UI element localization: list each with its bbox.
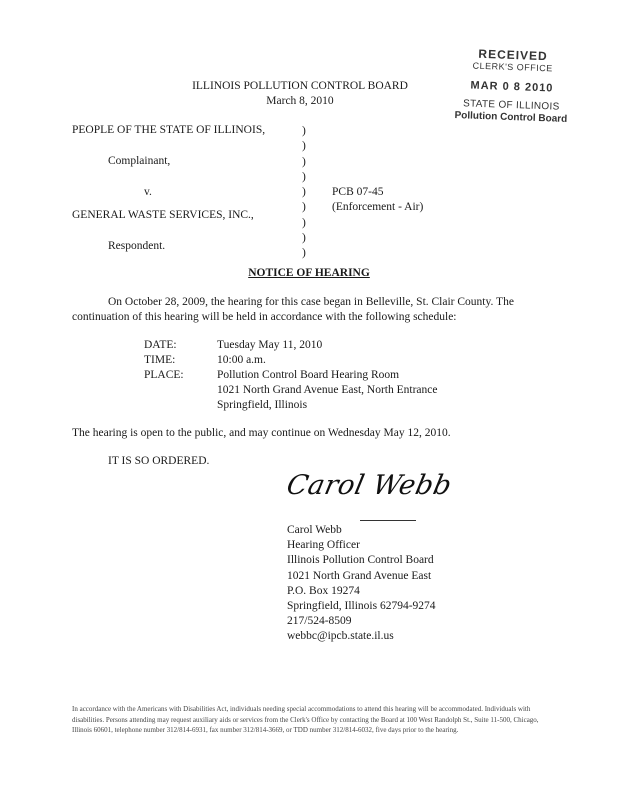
stamp-board: Pollution Control Board: [454, 110, 568, 126]
party-respondent: GENERAL WASTE SERVICES, INC.,: [72, 209, 254, 221]
signature-line: [360, 520, 416, 521]
versus: v.: [144, 186, 152, 198]
handwritten-signature: Carol Webb: [283, 470, 455, 501]
officer-street: 1021 North Grand Avenue East: [287, 569, 432, 582]
place-line-3: Springfield, Illinois: [217, 399, 308, 411]
so-ordered: IT IS SO ORDERED.: [108, 455, 210, 467]
intro-line-2: continuation of this hearing will be held in accordance with the following schedule:: [72, 311, 457, 323]
stamp-received: RECEIVED: [478, 46, 548, 64]
caption-parentheses: ) ) ) ) ) ) ) ) ): [302, 125, 306, 260]
place-label: PLACE:: [144, 369, 184, 381]
accessibility-footnote: In accordance with the Americans with Disabilities Act, individuals needing special accommodations to attend this hearing will be accommodated. Individuals with disabilities. Persons attending may request auxiliary aids or services from the Clerk's Office by contacting the Board at 100 West Randolph St., Suite 11-500, Chicago, Illinois 60601, telephone number 312/814-6931, fax number 312/814-3669, or TDD number 312/814-6032, five days prior to the hearing.: [72, 705, 539, 734]
case-type: (Enforcement - Air): [332, 201, 424, 213]
party-complainant: PEOPLE OF THE STATE OF ILLINOIS,: [72, 124, 266, 136]
stamp-clerks-office: CLERK'S OFFICE: [472, 61, 553, 74]
officer-title: Hearing Officer: [287, 539, 360, 552]
notice-title: NOTICE OF HEARING: [248, 267, 370, 279]
date-label: DATE:: [144, 339, 177, 351]
case-number: PCB 07-45: [332, 186, 384, 198]
stamp-state: STATE OF ILLINOIS: [462, 98, 560, 114]
role-complainant: Complainant,: [108, 155, 171, 167]
stamp-date: MAR 0 8 2010: [470, 79, 554, 95]
role-respondent: Respondent.: [108, 240, 166, 252]
officer-phone: 217/524-8509: [287, 615, 352, 628]
received-stamp: [451, 46, 574, 127]
time-label: TIME:: [144, 354, 176, 366]
officer-city: Springfield, Illinois 62794-9274: [287, 600, 436, 613]
officer-name: Carol Webb: [287, 524, 342, 536]
agency-name: ILLINOIS POLLUTION CONTROL BOARD: [192, 80, 408, 92]
date-value: Tuesday May 11, 2010: [217, 339, 323, 351]
intro-line-1: On October 28, 2009, the hearing for this case began in Belleville, St. Clair County. The: [108, 296, 514, 308]
place-line-1: Pollution Control Board Hearing Room: [217, 369, 400, 381]
place-line-2: 1021 North Grand Avenue East, North Entrance: [217, 384, 438, 396]
time-value: 10:00 a.m.: [217, 354, 266, 366]
document-date: March 8, 2010: [266, 95, 334, 107]
officer-email: webbc@ipcb.state.il.us: [287, 630, 394, 643]
officer-board: Illinois Pollution Control Board: [287, 554, 434, 567]
hearing-officer-block: [287, 523, 436, 645]
officer-pobox: P.O. Box 19274: [287, 584, 360, 597]
open-notice: The hearing is open to the public, and may continue on Wednesday May 12, 2010.: [72, 427, 451, 439]
